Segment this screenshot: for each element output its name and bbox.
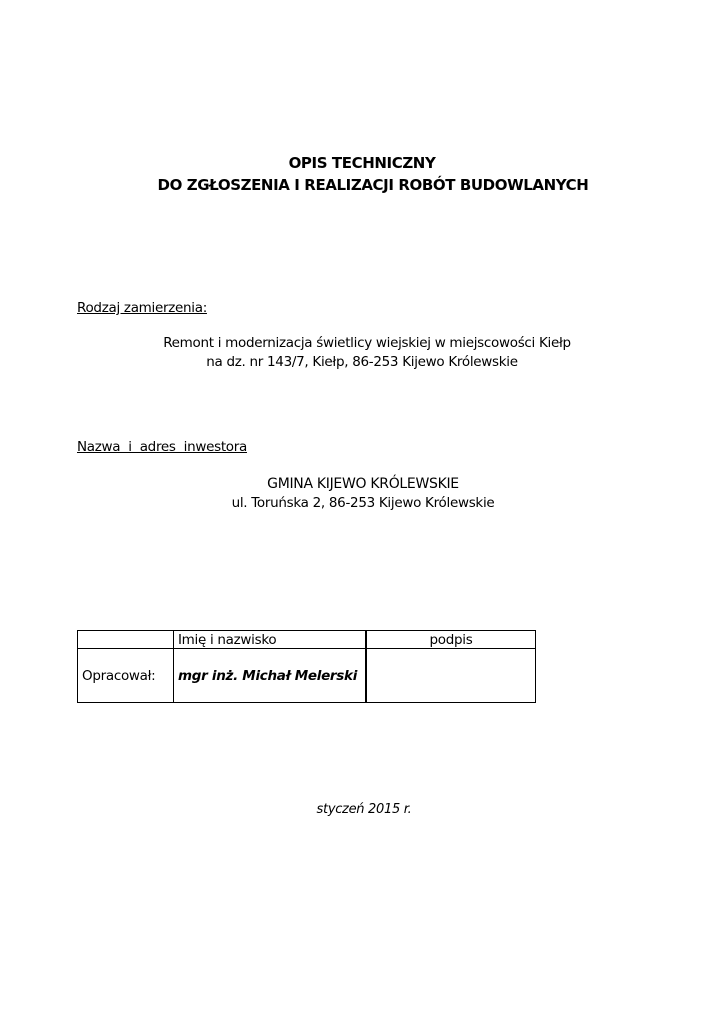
investor-address: ul. Toruńska 2, 86-253 Kijewo Królewskie: [231, 495, 495, 511]
investor-label: Nazwa i adres inwestora: [77, 439, 247, 455]
signature-cell: [366, 649, 536, 703]
purpose-line-2: na dz. nr 143/7, Kiełp, 86-253 Kijewo Królewskie: [206, 354, 518, 370]
document-date: styczeń 2015 r.: [316, 802, 412, 817]
title-line-1: OPIS TECHNICZNY: [288, 154, 436, 172]
signature-table: [77, 630, 536, 703]
author-name: mgr inż. Michał Melerski: [178, 667, 358, 684]
row-label-cell: Opracował:: [78, 649, 174, 703]
document-title: [0, 152, 724, 196]
purpose-label: Rodzaj zamierzenia:: [77, 300, 207, 316]
author-name-cell: [174, 649, 367, 703]
header-name-cell: Imię i nazwisko: [174, 631, 367, 649]
signature-table-row: [78, 649, 536, 703]
title-line-2: DO ZGŁOSZENIA I REALIZACJI ROBÓT BUDOWLANYCH: [157, 176, 589, 194]
purpose-line-1: Remont i modernizacja świetlicy wiejskiej w miejscowości Kiełp: [163, 335, 571, 351]
purpose-description: [0, 334, 724, 372]
investor-name: GMINA KIJEWO KRÓLEWSKIE: [267, 476, 459, 492]
header-empty-cell: [78, 631, 174, 649]
header-signature-cell: podpis: [366, 631, 536, 649]
signature-table-header-row: [78, 631, 536, 649]
investor-details: [0, 475, 724, 513]
